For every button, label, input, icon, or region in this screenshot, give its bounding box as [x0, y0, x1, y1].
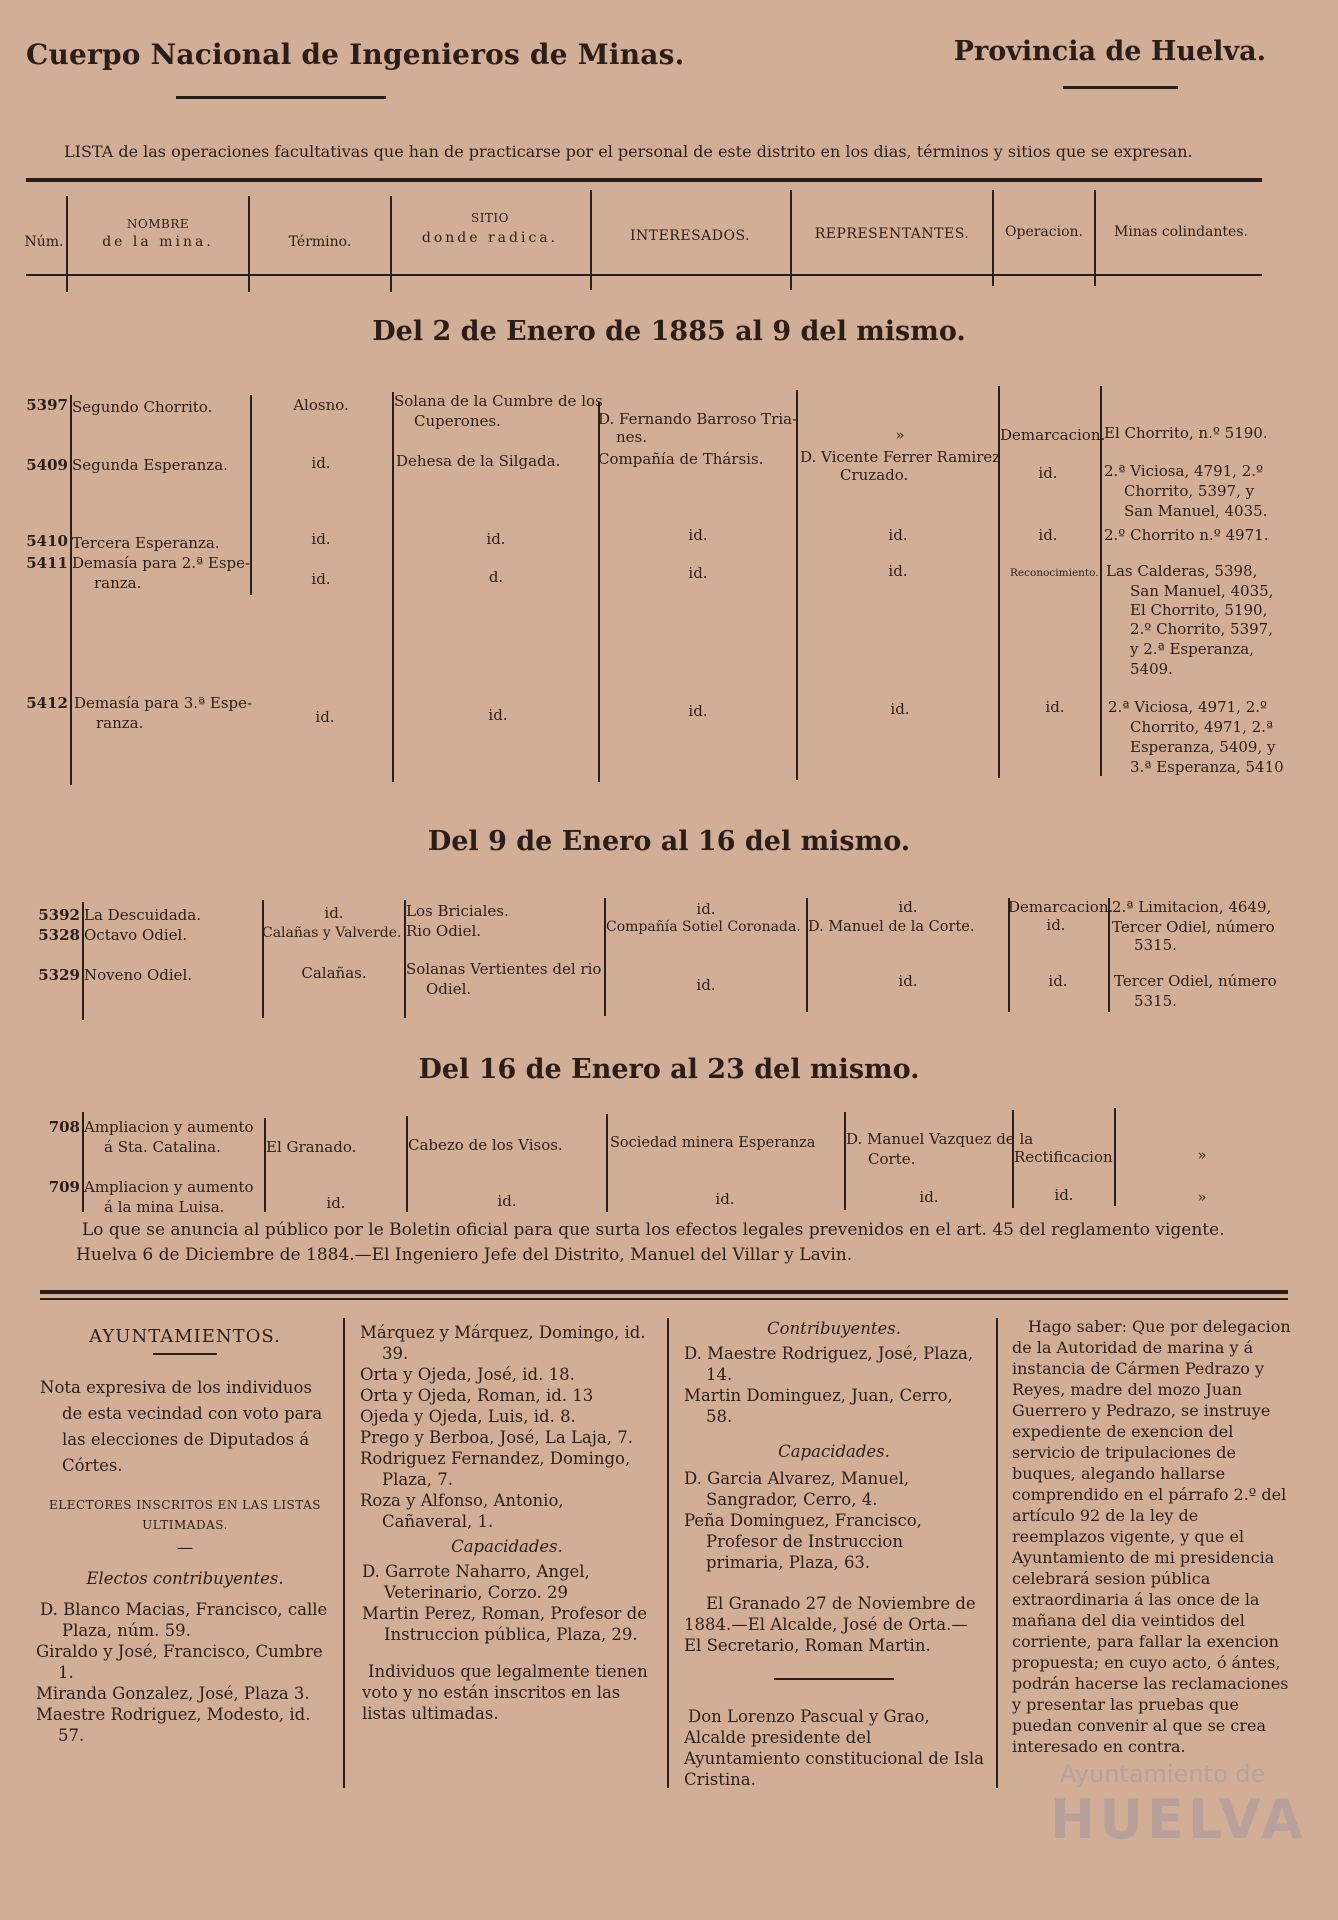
col-colindantes: Minas colindantes.: [1114, 224, 1248, 240]
termino: Calañas.: [301, 964, 367, 982]
representantes: Corte.: [868, 1150, 916, 1168]
individuos-note: Individuos que legalmente tienen voto y no están inscritos en las listas ultimadas.: [362, 1662, 648, 1723]
mine-number: 709: [48, 1178, 80, 1196]
capacidad-entry: D. Garcia Alvarez, Manuel, Sangrador, Cerro, 4.: [684, 1469, 910, 1509]
elector-entry: Miranda Gonzalez, José, Plaza 3.: [36, 1683, 310, 1703]
termino: id.: [311, 570, 331, 588]
capacidad-entry: Peña Dominguez, Francisco, Profesor de Instruccion primaria, Plaza, 63.: [684, 1511, 922, 1572]
contribuyentes-title: Contribuyentes.: [767, 1319, 901, 1338]
mine-name: Demasía para 2.ª Espe-: [72, 554, 251, 572]
column-rule: [70, 395, 72, 785]
subtitle-dash: —: [176, 1537, 194, 1557]
colindantes: »: [1197, 1146, 1207, 1164]
watermark-logo: [950, 1760, 1307, 1851]
province-title: Provincia de Huelva.: [953, 36, 1266, 67]
period-title: Del 16 de Enero al 23 del mismo.: [418, 1054, 920, 1085]
colindantes: 3.ª Esperanza, 5410: [1130, 758, 1284, 776]
colindantes: El Chorrito, 5190,: [1130, 601, 1268, 619]
operacion: Demarcacion.: [1008, 898, 1114, 916]
col-representantes: REPRESENTANTES.: [814, 226, 970, 242]
elector-entry: Prego y Berboa, José, La Laja, 7.: [360, 1428, 633, 1447]
period-title: Del 9 de Enero al 16 del mismo.: [427, 826, 911, 857]
colindantes: 2.ª Viciosa, 4791, 2.º: [1104, 462, 1264, 480]
colindantes: San Manuel, 4035,: [1130, 582, 1274, 600]
operacion: Rectificacion.: [1014, 1148, 1118, 1166]
section-title: AYUNTAMIENTOS.: [89, 1326, 281, 1347]
colindantes: 2.º Chorrito n.º 4971.: [1104, 526, 1269, 544]
representantes: id.: [890, 700, 910, 718]
ayuntamientos-column-2: [362, 1322, 652, 1724]
edicto-body: Hago saber: Que por delegacion de la Autoridad de marina y á instancia de Cármen Pedrazo y Reyes, madre del mozo Juan Guerrero y Pedrazo, se instruye expediente de exencion del servicio de tripulaciones de buques, alegando hallarse comprendido en el párrafo 2.º del artículo 92 de la ley de reemplazos vigente, y que el Ayuntamiento de mi presidencia celebrará sesion pública extraordinaria á las once de la mañana del dia veintidos del corriente, para fallar la exencion propuesta; en cuyo acto, ó ántes, podrán hacerse las reclamaciones y presentar las pruebas que puedan convenir al que se crea interesado en contra.: [1012, 1317, 1291, 1756]
operacion: id.: [1045, 698, 1065, 716]
termino: id.: [324, 904, 344, 922]
ayuntamientos-column-1: [36, 1326, 330, 1746]
contribuyente-entry: Martin Dominguez, Juan, Cerro, 58.: [684, 1386, 953, 1426]
capacidades-title: Capacidades.: [778, 1442, 890, 1461]
ornament-right: [1063, 86, 1178, 89]
representantes: id.: [919, 1188, 939, 1206]
termino: id.: [311, 530, 331, 548]
period-title: Del 2 de Enero de 1885 al 9 del mismo.: [372, 316, 966, 347]
colindantes: 5315.: [1134, 936, 1177, 954]
elector-entry: Orta y Ojeda, José, id. 18.: [360, 1365, 575, 1384]
representantes: »: [895, 426, 905, 444]
col-operacion: Operacion.: [1005, 224, 1083, 240]
column-rule: [250, 395, 252, 595]
mine-name: Segundo Chorrito.: [72, 398, 213, 416]
sitio: id.: [486, 530, 506, 548]
colindantes: Chorrito, 4971, 2.ª: [1130, 718, 1274, 736]
sitio: Dehesa de la Silgada.: [396, 452, 561, 470]
col-nombre-1: NOMBRE: [126, 217, 190, 231]
colindantes: Esperanza, 5409, y: [1130, 738, 1276, 756]
interesados: id.: [696, 976, 716, 994]
interesados: id.: [688, 526, 708, 544]
sitio: Solanas Vertientes del rio: [406, 960, 602, 978]
colindantes: Chorrito, 5397, y: [1124, 482, 1255, 500]
interesados: id.: [696, 900, 716, 918]
sitio: Cuperones.: [414, 412, 501, 430]
col-num: Núm.: [24, 234, 64, 250]
colindantes: Tercer Odiel, número: [1114, 972, 1277, 990]
interesados: id.: [688, 702, 708, 720]
header-vrule: [790, 190, 792, 290]
col-interesados: INTERESADOS.: [629, 228, 751, 244]
column-divider: [996, 1318, 998, 1788]
edicto-start: Don Lorenzo Pascual y Grao, Alcalde presidente del Ayuntamiento constitucional de Isla Cristina.: [684, 1707, 984, 1789]
mine-number: 5410: [26, 532, 68, 550]
mine-name: ranza.: [94, 574, 142, 592]
sitio: d.: [488, 568, 504, 586]
section-rule: [40, 1298, 1288, 1300]
interesados: Compañía Sotiel Coronada.: [606, 919, 801, 935]
termino: Alosno.: [293, 396, 349, 414]
column-rule: [796, 390, 798, 780]
operacion: id.: [1048, 972, 1068, 990]
representantes: D. Manuel Vazquez de la: [846, 1130, 1034, 1148]
mine-number: 5397: [26, 396, 68, 414]
representantes: id.: [888, 526, 908, 544]
operacion: id.: [1038, 464, 1058, 482]
colindantes: 2.ª Viciosa, 4971, 2.º: [1108, 698, 1268, 716]
colindantes: El Chorrito, n.º 5190.: [1104, 424, 1268, 442]
mine-number: 5392: [38, 906, 80, 924]
table-header-rule: [26, 274, 1262, 276]
elector-entry: Rodriguez Fernandez, Domingo, Plaza, 7.: [360, 1449, 631, 1489]
table-top-rule: [26, 178, 1262, 182]
sitio: Odiel.: [426, 980, 472, 998]
representantes: id.: [898, 898, 918, 916]
colindantes: »: [1197, 1188, 1207, 1206]
mine-number: 5328: [38, 926, 80, 944]
representantes: D. Manuel de la Corte.: [808, 919, 975, 935]
col-sitio-1: SITIO: [470, 211, 510, 225]
mine-name: á la mina Luisa.: [104, 1198, 225, 1216]
title-rule: [153, 1353, 217, 1355]
column-divider: [343, 1318, 345, 1788]
representantes: Cruzado.: [840, 466, 909, 484]
colindantes: 2.º Chorrito, 5397,: [1130, 620, 1273, 638]
firma-text: El Granado 27 de Noviembre de 1884.—El Alcalde, José de Orta.—El Secretario, Roman Martin.: [684, 1594, 976, 1655]
announcement-note: Lo que se anuncia al público por le Boletin oficial para que surta los efectos legales prevenidos en el art. 45 del reglamento vigente. Huelva 6 de Diciembre de 1884.—El Ingeniero Jefe del Distrito, Manuel del Villar y Lavin.: [76, 1220, 1225, 1265]
operacion: id.: [1046, 916, 1066, 934]
interesados: id.: [688, 564, 708, 582]
elector-entry: Roza y Alfonso, Antonio, Cañaveral, 1.: [360, 1491, 564, 1531]
publisher-title: Cuerpo Nacional de Ingenieros de Minas.: [26, 38, 685, 71]
mine-name: á Sta. Catalina.: [104, 1138, 221, 1156]
col-sitio-2: donde radica.: [421, 230, 559, 246]
sitio: Cabezo de los Visos.: [408, 1136, 563, 1154]
col-nombre-2: de la mina.: [102, 234, 214, 250]
interesados: D. Fernando Barroso Tria-: [598, 410, 798, 428]
header-vrule: [590, 190, 592, 290]
sitio: Los Briciales.: [406, 902, 509, 920]
termino: Calañas y Valverde.: [262, 925, 402, 941]
header-vrule: [390, 196, 392, 292]
interesados: Sociedad minera Esperanza: [610, 1135, 816, 1151]
header-vrule: [248, 196, 250, 292]
mine-number: 5409: [26, 456, 68, 474]
mine-name: Segunda Esperanza.: [72, 456, 228, 474]
mine-name: Demasía para 3.ª Espe-: [74, 694, 253, 712]
operacion: Demarcacion.: [1000, 426, 1106, 444]
colindantes: 2.ª Limitacion, 4649,: [1112, 898, 1272, 916]
sitio: Rio Odiel.: [406, 922, 482, 940]
mine-name: Tercera Esperanza.: [72, 534, 220, 552]
operacion: id.: [1054, 1186, 1074, 1204]
contribuyente-entry: D. Maestre Rodriguez, José, Plaza, 14.: [684, 1344, 974, 1384]
column-rule: [1100, 386, 1102, 776]
elector-entry: Márquez y Márquez, Domingo, id. 39.: [360, 1323, 646, 1363]
sitio: id.: [497, 1192, 517, 1210]
interesados: nes.: [616, 428, 648, 446]
colindantes: 5409.: [1130, 660, 1173, 678]
elector-entry: Orta y Ojeda, Roman, id. 13: [360, 1386, 594, 1405]
ornament-left: [176, 96, 386, 99]
sitio: id.: [488, 706, 508, 724]
header-vrule: [1094, 190, 1096, 286]
mine-name: La Descuidada.: [84, 906, 201, 924]
operacion: Reconocimiento.: [1010, 567, 1099, 579]
mine-number: 5329: [38, 966, 80, 984]
termino: id.: [315, 708, 335, 726]
ayuntamientos-column-4: [1012, 1316, 1296, 1757]
column-divider: [667, 1318, 669, 1788]
colindantes: Tercer Odiel, número: [1112, 918, 1275, 936]
mine-number: 708: [48, 1118, 80, 1136]
header-vrule: [992, 190, 994, 286]
header-vrule: [66, 196, 68, 292]
col-termino: Término.: [288, 234, 352, 250]
ayuntamientos-column-3: [684, 1318, 984, 1790]
section-rule: [40, 1290, 1288, 1294]
elector-entry: Ojeda y Ojeda, Luis, id. 8.: [360, 1407, 576, 1426]
section-divider: [774, 1678, 894, 1680]
interesados: Compañía de Thársis.: [598, 450, 764, 468]
elector-entry: Maestre Rodriguez, Modesto, id. 57.: [36, 1704, 311, 1745]
representantes: id.: [888, 562, 908, 580]
column-rule: [998, 386, 1000, 778]
termino: id.: [326, 1194, 346, 1212]
mine-name: Ampliacion y aumento: [84, 1178, 254, 1196]
termino: El Granado.: [266, 1138, 357, 1156]
capacidad-entry: Martin Perez, Roman, Profesor de Instruccion pública, Plaza, 29.: [362, 1604, 647, 1644]
capacidad-entry: D. Garrote Naharro, Angel, Veterinario, Corzo. 29: [362, 1562, 590, 1602]
elector-entry: Giraldo y José, Francisco, Cumbre 1.: [36, 1641, 323, 1682]
electos-title: Electos contribuyentes.: [86, 1568, 284, 1588]
operacion: id.: [1038, 526, 1058, 544]
mine-number: 5411: [26, 554, 68, 572]
representantes: id.: [898, 972, 918, 990]
colindantes: San Manuel, 4035.: [1124, 502, 1268, 520]
representantes: D. Vicente Ferrer Ramirez: [800, 448, 1001, 466]
elector-entry: D. Blanco Macias, Francisco, calle Plaza, núm. 59.: [40, 1599, 328, 1640]
nota-text: Nota expresiva de los individuos de esta vecindad con voto para las elecciones de Diputados á Córtes.: [40, 1377, 323, 1475]
colindantes: y 2.ª Esperanza,: [1130, 640, 1254, 658]
mine-name: ranza.: [96, 714, 144, 732]
capacidades-title: Capacidades.: [451, 1537, 563, 1556]
mine-name: Octavo Odiel.: [84, 926, 188, 944]
mine-name: Ampliacion y aumento: [84, 1118, 254, 1136]
electores-subtitle: ELECTORES INSCRITOS EN LAS LISTAS ULTIMADAS.: [48, 1497, 322, 1532]
interesados: id.: [715, 1190, 735, 1208]
watermark-text: Ayuntamiento de: [1060, 1760, 1266, 1788]
colindantes: Las Calderas, 5398,: [1106, 562, 1258, 580]
mine-number: 5412: [26, 694, 68, 712]
colindantes: 5315.: [1134, 992, 1177, 1010]
intro-text: LISTA de las operaciones facultativas que han de practicarse por el personal de este distrito en los dias, términos y sitios que se expresan.: [64, 142, 1193, 161]
watermark-text: HUELVA: [1050, 1788, 1307, 1851]
sitio: Solana de la Cumbre de los: [394, 392, 603, 410]
termino: id.: [311, 454, 331, 472]
mine-name: Noveno Odiel.: [84, 966, 193, 984]
